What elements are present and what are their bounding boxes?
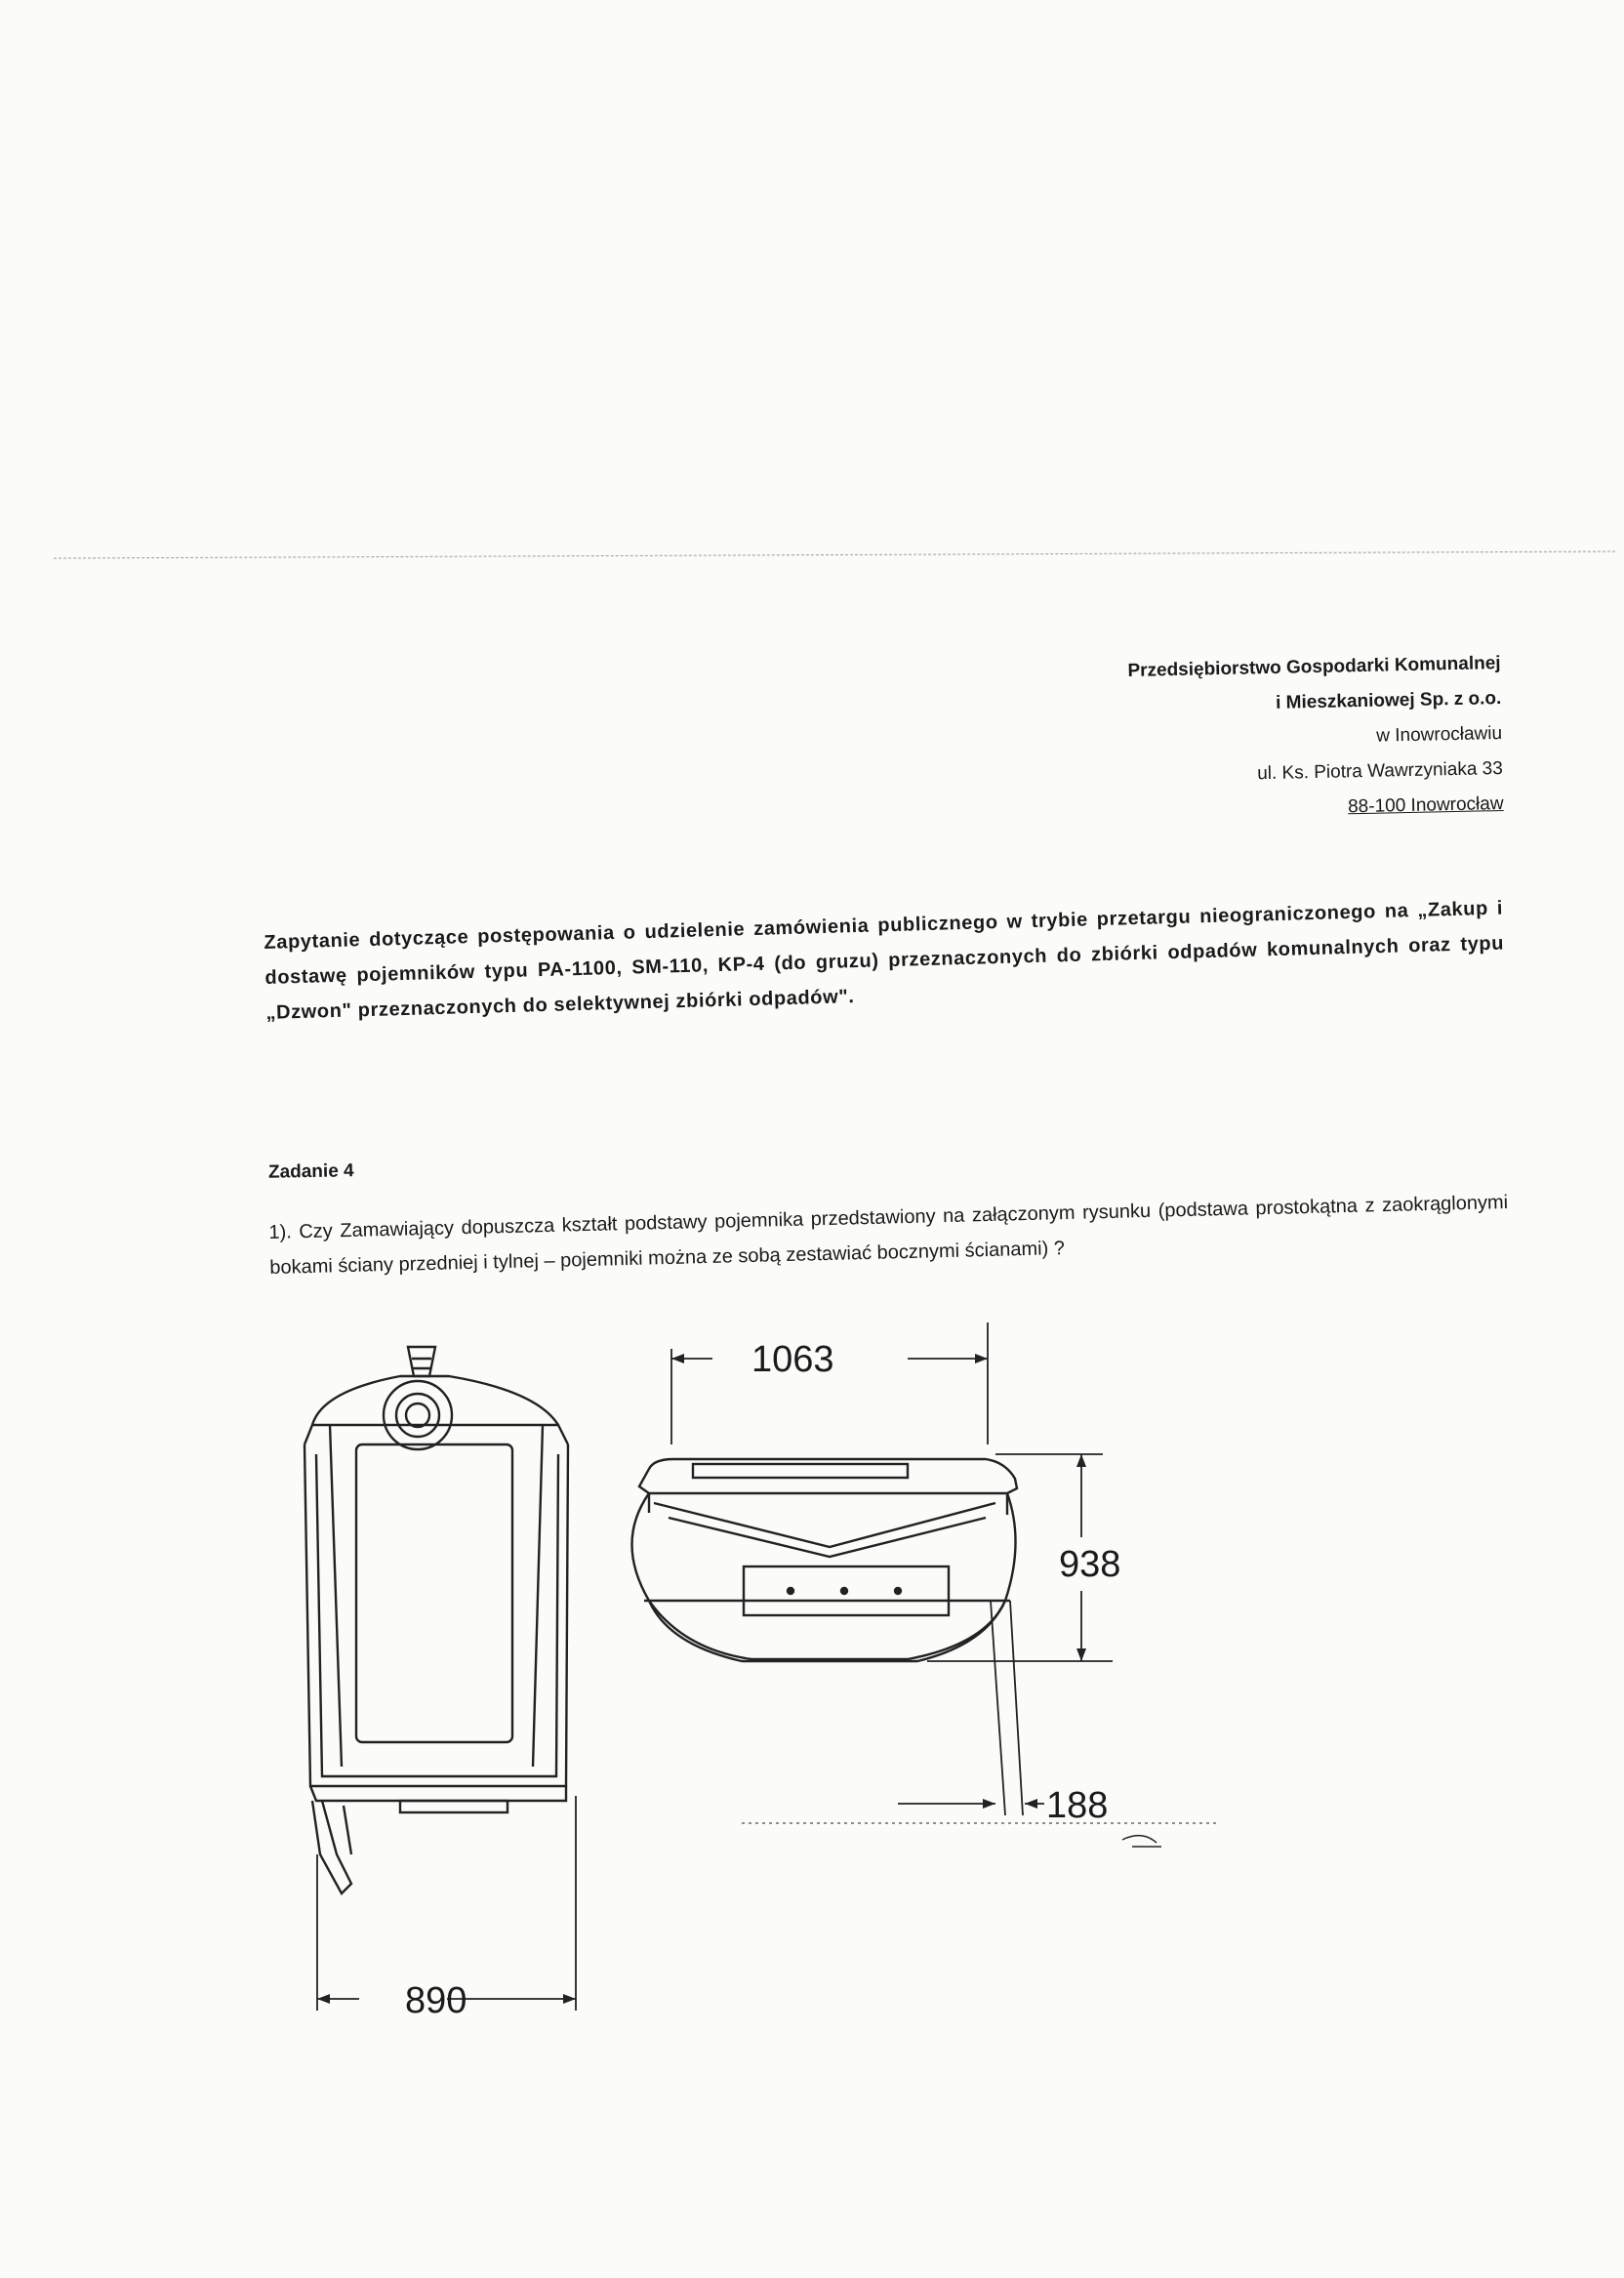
task-question: 1). Czy Zamawiający dopuszcza kształt podstawy pojemnika przedstawiony na załączonym rysunku (podstawa prostokątna z zaokrąglonymi bokami ściany przedniej i tylnej – pojemniki można ze sobą zestawiać bocznymi ścianami) ? xyxy=(268,1191,1509,1279)
front-view-drawing xyxy=(304,1347,568,1893)
recipient-line-2: i Mieszkaniowej Sp. z o.o. xyxy=(1275,687,1502,713)
dimension-938: 938 xyxy=(1059,1544,1121,1585)
recipient-line-1: Przedsiębiorstwo Gospodarki Komunalnej xyxy=(1127,652,1501,681)
top-view-drawing xyxy=(632,1459,1018,1661)
inquiry-intro: Zapytanie dotyczące postępowania o udzielenie zamówienia publicznego w trybie przetargu nieograniczonego na „Zakup i dostawę pojemników typu PA-1100, SM-110, KP-4 (do gruzu) przeznaczonych do zbiórki odpadów komunalnych oraz typu „Dzwon" przeznaczonych do selektywnej zbiórki odpadów". xyxy=(264,897,1505,1024)
dimension-188: 188 xyxy=(1046,1785,1109,1826)
recipient-address xyxy=(1127,646,1504,830)
recipient-line-5: 88-100 Inowrocław xyxy=(1347,793,1504,818)
container-drawing xyxy=(283,1308,1259,2059)
dimension-1063: 1063 xyxy=(751,1339,834,1380)
recipient-line-4: ul. Ks. Piotra Wawrzyniaka 33 xyxy=(1256,757,1503,785)
recipient-line-3: w Inowrocławiu xyxy=(1375,722,1503,747)
dimension-890: 890 xyxy=(405,1980,467,2021)
task-heading: Zadanie 4 xyxy=(267,1160,354,1183)
fold-line xyxy=(54,551,1615,559)
